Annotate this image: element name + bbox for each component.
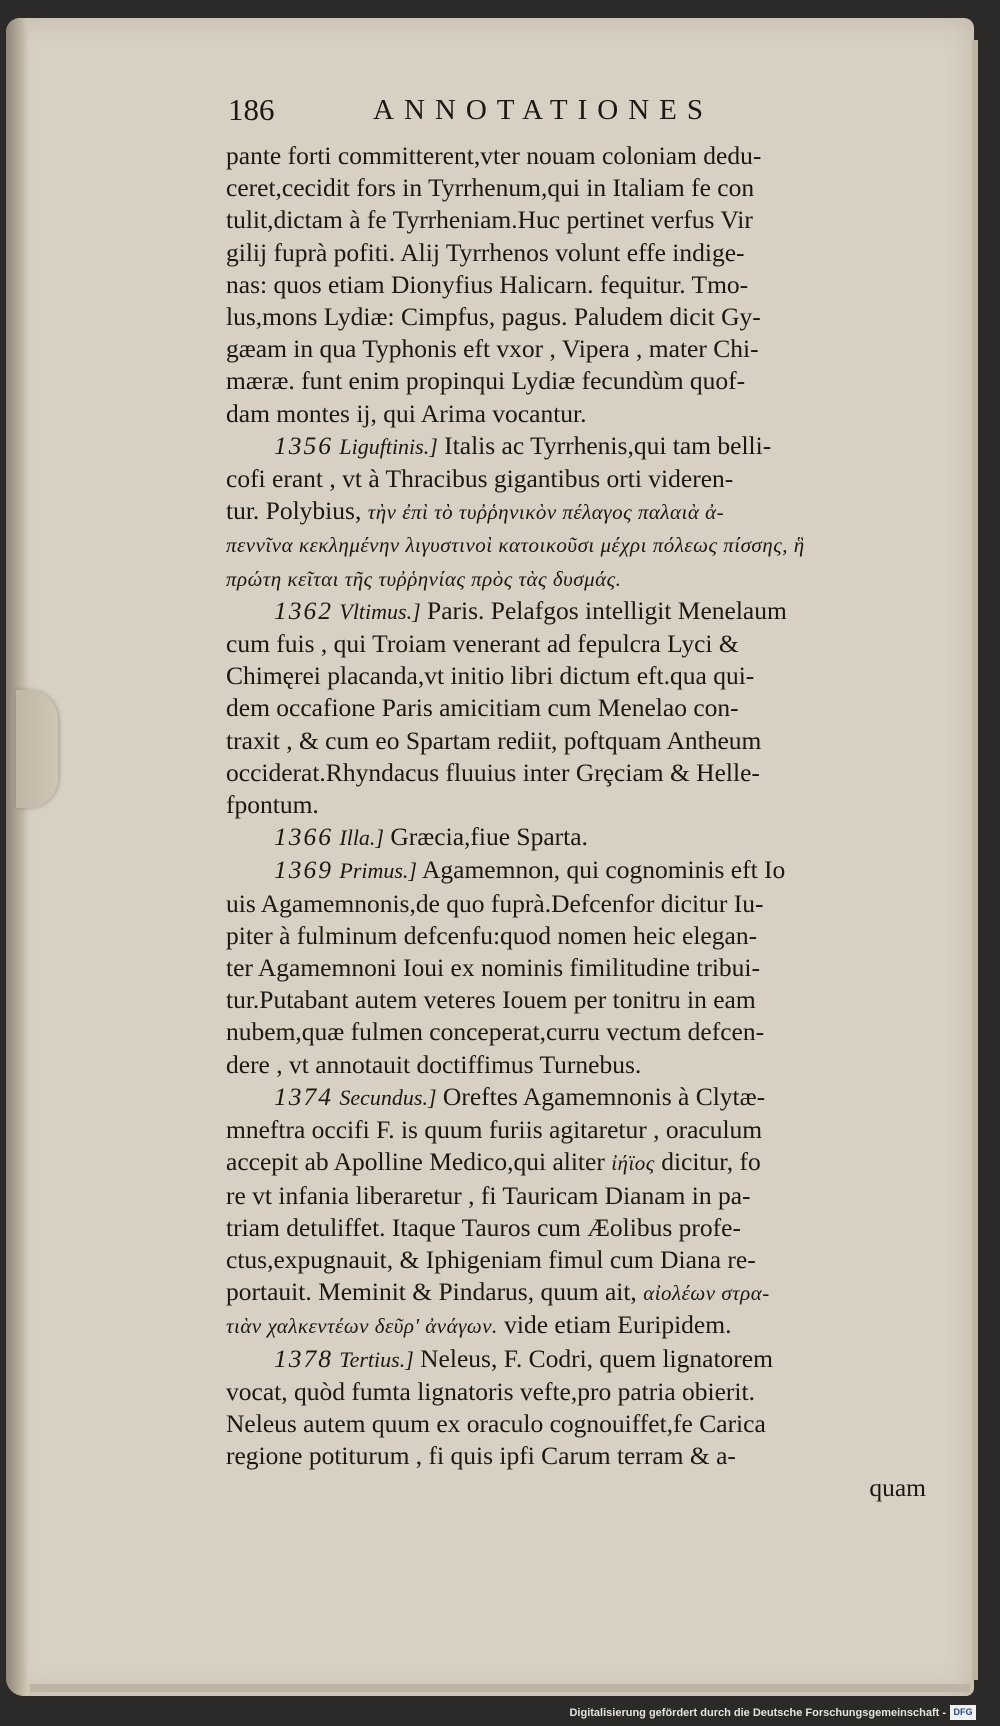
text-line	[226, 365, 926, 397]
line-text: re vt infania liberaretur , fi Tauricam Dianam in pa-	[226, 1180, 751, 1210]
annotation-entry-line	[226, 1343, 926, 1376]
text-line	[226, 1472, 926, 1504]
lemma-word: Primus.]	[339, 858, 417, 884]
lemma-word: Liguftinis.]	[339, 433, 438, 459]
text-line	[226, 1212, 926, 1244]
annotation-entry-line	[226, 821, 926, 854]
verse-number: 1369	[274, 855, 333, 885]
text-line	[226, 269, 926, 301]
lemma-word: Secundus.]	[339, 1084, 437, 1110]
verse-number: 1356	[274, 430, 333, 460]
text-line	[226, 1114, 926, 1146]
line-text: tur.Putabant autem veteres Iouem per tonitru in eam	[226, 985, 756, 1015]
line-text: Neleus autem quum ex oraculo cognouiffet,fe Carica	[226, 1408, 766, 1438]
line-text: ctus,expugnauit, & Iphigeniam fimul cum Diana re-	[226, 1244, 756, 1274]
line-text: Oreftes Agamemnonis à Clytæ-	[436, 1081, 766, 1111]
text-line	[226, 1408, 926, 1440]
text-line	[226, 204, 926, 236]
page-fore-edge	[972, 40, 978, 1680]
line-text: dere , vt annotauit doctiffimus Turnebus.	[226, 1049, 642, 1079]
page-header	[228, 92, 768, 132]
text-line	[226, 660, 926, 692]
line-text: nas: quos etiam Dionyfius Halicarn. fequitur. Tmo-	[226, 269, 749, 299]
text-line	[226, 888, 926, 920]
greek-quotation: πρώτη κεῖται τῆς τυῤῥηνίας πρὸς τὰς δυσμάς.	[226, 566, 622, 591]
line-text: accepit ab Apolline Medico,qui aliter	[226, 1147, 612, 1177]
lemma-word: Tertius.]	[339, 1346, 414, 1372]
line-text: ter Agamemnoni Ioui ex nominis fimilitudine tribui-	[226, 953, 761, 983]
text-line	[226, 140, 926, 172]
text-line	[226, 725, 926, 757]
line-text: dem occafione Paris amicitiam cum Menelao con-	[226, 693, 739, 723]
text-line	[226, 1276, 926, 1309]
line-text: ceret,cecidit fors in Tyrrhenum,qui in Italiam fe con	[226, 173, 755, 203]
line-text: cum fuis , qui Troiam venerant ad fepulcra Lyci &	[226, 629, 739, 659]
line-text: Græcia,fiue Sparta.	[384, 822, 588, 852]
greek-quotation: ἰήϊος	[611, 1151, 655, 1176]
line-text: mneftra occifi F. is quum furiis agitaretur , oraculum	[226, 1115, 763, 1145]
text-line	[226, 1440, 926, 1472]
text-line	[226, 172, 926, 204]
line-text: mæræ. funt enim propinqui Lydiæ fecundùm quof-	[226, 366, 746, 396]
annotation-entry-line	[226, 1081, 926, 1114]
line-text: triam detuliffet. Itaque Tauros cum Æolibus profe-	[226, 1212, 741, 1242]
line-text: nubem,quæ fulmen conceperat,curru vectum defcen-	[226, 1017, 765, 1047]
text-line	[226, 1180, 926, 1212]
line-text: dam montes ij, qui Arima vocantur.	[226, 398, 587, 428]
line-text-continued: dicitur, fo	[654, 1147, 761, 1177]
line-text: gilij fuprà pofiti. Alij Tyrrhenos volunt effe indige-	[226, 237, 745, 267]
text-line	[226, 528, 926, 561]
line-text: Italis ac Tyrrhenis,qui tam belli-	[437, 430, 772, 460]
greek-quotation: τιὰν χαλκεντέων δεῦρ' ἀνάγων.	[226, 1314, 498, 1339]
line-text: lus,mons Lydiæ: Cimpfus, pagus. Paludem dicit Gy-	[226, 302, 761, 332]
line-text: vocat, quòd fumta lignatoris vefte,pro patria obierit.	[226, 1376, 755, 1406]
text-line	[226, 1146, 926, 1179]
line-text: Neleus, F. Codri, quem lignatorem	[413, 1343, 773, 1373]
line-text: quam	[869, 1473, 926, 1503]
line-text-continued: vide etiam Euripidem.	[497, 1310, 732, 1340]
line-text: cofi erant , vt à Thracibus gigantibus orti videren-	[226, 464, 734, 494]
line-text: regione potiturum , fi quis ipfi Carum terram & a-	[226, 1441, 736, 1471]
text-line	[226, 1016, 926, 1048]
text-line	[226, 333, 926, 365]
text-line	[226, 628, 926, 660]
text-line	[226, 301, 926, 333]
verse-number: 1374	[274, 1081, 333, 1111]
dfg-logo: DFG	[950, 1705, 976, 1720]
page-bottom-edge	[30, 1684, 970, 1692]
text-line	[226, 495, 926, 528]
line-text: Agamemnon, qui cognominis eft Io	[417, 855, 786, 885]
verse-number: 1366	[274, 822, 333, 852]
bookmark-tab	[16, 690, 58, 808]
line-text: occiderat.Rhyndacus fluuius inter Grȩciam & Helle-	[226, 757, 760, 787]
annotation-text	[226, 140, 926, 1505]
line-text: piter à fulminum defcenfu:quod nomen heic elegan-	[226, 920, 758, 950]
page-gutter	[6, 18, 28, 1696]
annotation-entry-line	[226, 595, 926, 628]
line-text: portauit. Meminit & Pindarus, quum ait,	[226, 1277, 644, 1307]
verse-number: 1362	[274, 595, 333, 625]
line-text: traxit , & cum eo Spartam rediit, poftquam Antheum	[226, 725, 762, 755]
verse-number: 1378	[274, 1343, 333, 1373]
greek-quotation: τὴν ἐπὶ τὸ τυῤῥηνικὸν πέλαγος παλαιὰ ἀ-	[367, 500, 725, 525]
text-line	[226, 789, 926, 821]
text-line	[226, 398, 926, 430]
line-text: gæam in qua Typhonis eft vxor , Vipera , mater Chi-	[226, 334, 759, 364]
text-line	[226, 1244, 926, 1276]
line-text: uis Agamemnonis,de quo fuprà.Defcenfor dicitur Iu-	[226, 888, 764, 918]
text-line	[226, 920, 926, 952]
text-line	[226, 562, 926, 595]
line-text: tulit,dictam à fe Tyrrheniam.Huc pertinet verfus Vir	[226, 205, 753, 235]
text-line	[226, 237, 926, 269]
line-text: fpontum.	[226, 790, 319, 820]
text-line	[226, 463, 926, 495]
text-line	[226, 1049, 926, 1081]
text-line	[226, 692, 926, 724]
line-text: Paris. Pelafgos intelligit Menelaum	[420, 595, 787, 625]
line-text: tur. Polybius,	[226, 496, 368, 526]
running-title: ANNOTATIONES	[373, 94, 713, 126]
greek-quotation: πεννῖνα κεκλημένην λιγυστινοὶ κατοικοῦσι μέχρι πόλεως πίσσης, ἣ	[226, 533, 805, 558]
line-text: pante forti committerent,vter nouam coloniam dedu-	[226, 141, 762, 170]
lemma-word: Vltimus.]	[339, 598, 421, 624]
annotation-entry-line	[226, 854, 926, 887]
greek-quotation: αἰολέων στρα-	[643, 1281, 770, 1306]
text-line	[226, 1309, 926, 1342]
text-line	[226, 952, 926, 984]
text-line	[226, 1376, 926, 1408]
text-line	[226, 757, 926, 789]
page-number: 186	[228, 92, 275, 127]
digitization-credit: Digitalisierung gefördert durch die Deutsche Forschungsgemeinschaft -	[569, 1707, 946, 1719]
annotation-entry-line	[226, 430, 926, 463]
text-line	[226, 984, 926, 1016]
lemma-word: Illa.]	[339, 825, 384, 851]
line-text: Chimęrei placanda,vt initio libri dictum eft.qua qui-	[226, 661, 755, 691]
